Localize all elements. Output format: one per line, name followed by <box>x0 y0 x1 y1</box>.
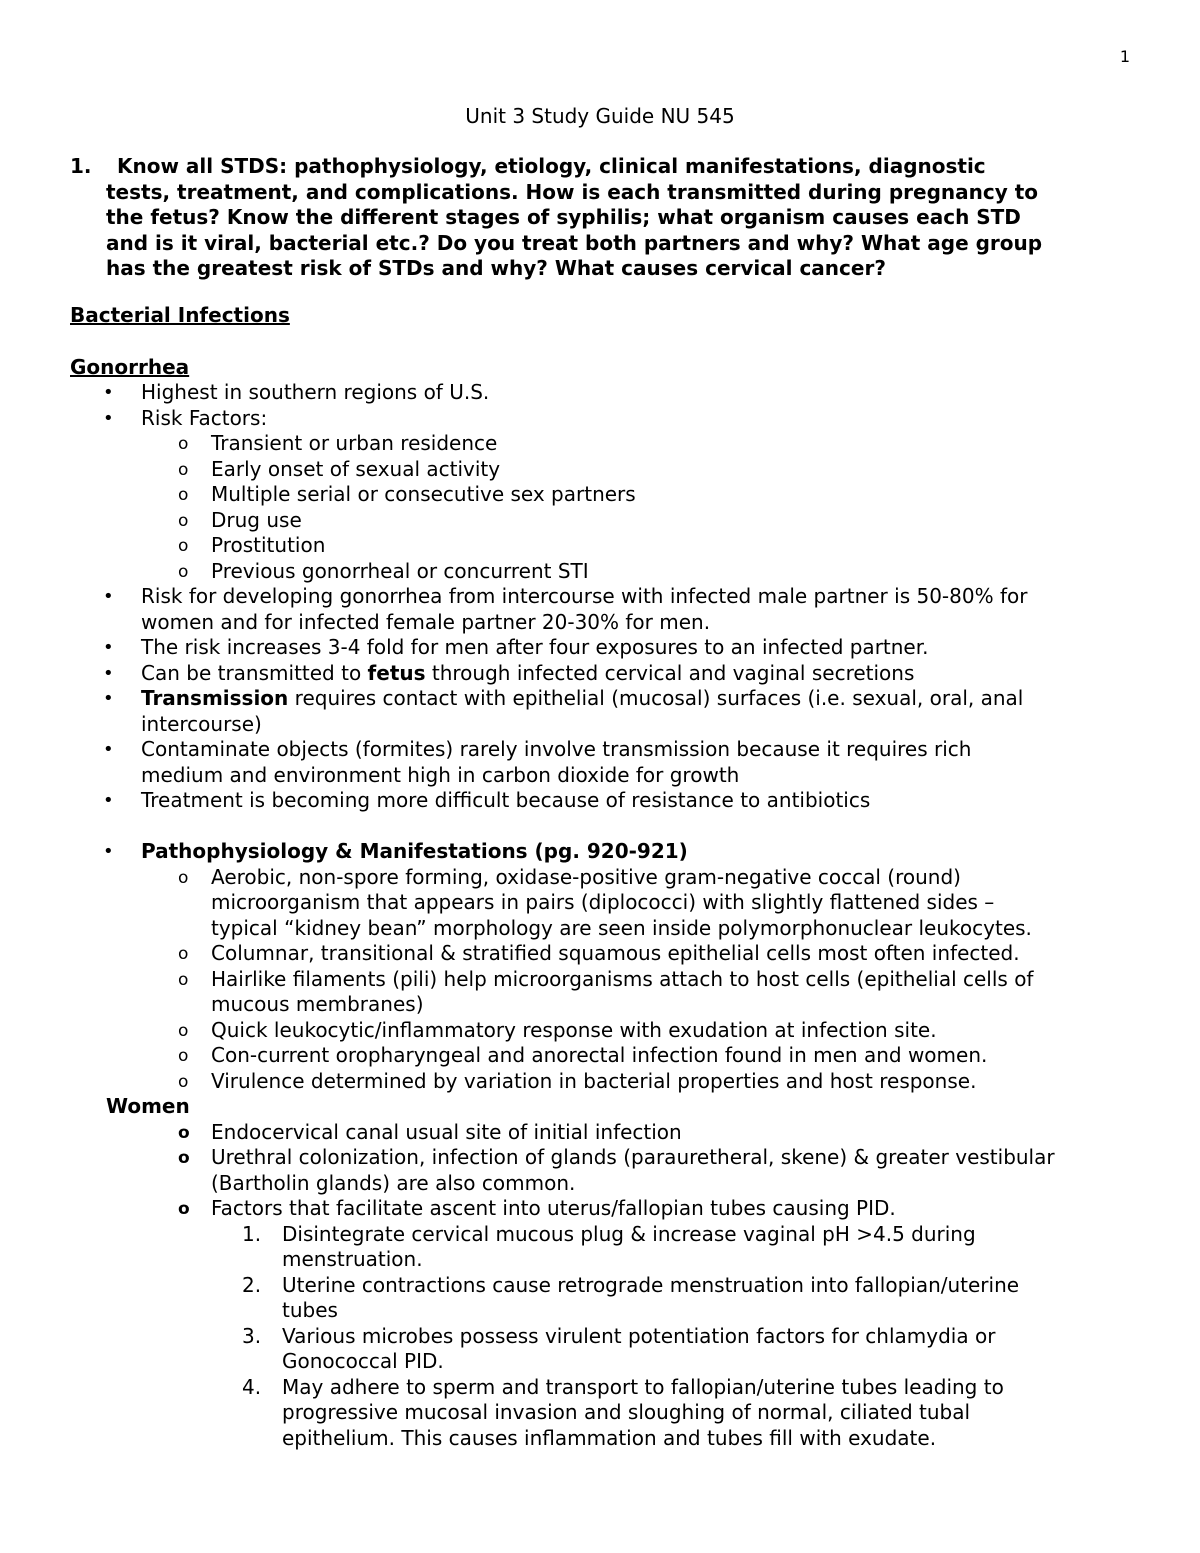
patho-item: o Aerobic, non-spore forming, oxidase-positive gram-negative coccal (round) microorganism that appears in pairs (diplococci) with slightly flattened sides – typical “kidney bean” morphology are seen inside polymorphonuclear leukocytes. <box>178 864 1032 940</box>
bullet-icon: • <box>103 407 114 429</box>
circle-bullet-icon: o <box>178 867 189 888</box>
circle-bullet-icon: o <box>178 1020 189 1041</box>
numbered-factor: 3. Various microbes possess virulent potentiation factors for chlamydia or Gonococcal PID. <box>242 1323 996 1373</box>
patho-item: o Quick leukocytic/inflammatory response with exudation at infection site. <box>70 1018 1130 1044</box>
question-text <box>106 154 1130 282</box>
bullet-icon: • <box>103 382 114 403</box>
bullet-icon: • <box>103 688 114 709</box>
list-item: • Risk Factors: <box>103 405 268 430</box>
document-title: Unit 3 Study Guide NU 545 <box>465 104 735 128</box>
circle-bullet-icon: o <box>178 944 189 964</box>
bullet-icon: • <box>103 739 114 760</box>
circle-bullet-icon: o <box>178 510 189 531</box>
patho-item: o Columnar, transitional & stratified squamous epithelial cells most often infected. <box>70 941 1130 967</box>
circle-bullet-icon: o <box>178 561 189 582</box>
list-item: • Treatment is becoming more difficult because of resistance to antibiotics <box>103 788 871 812</box>
question-line: has the greatest risk of STDs and why? What causes cervical cancer? <box>106 256 886 280</box>
section-heading-bacterial-infections: Bacterial Infections <box>70 303 290 327</box>
list-item: • Can be transmitted to fetus through infected cervical and vaginal secretions <box>103 660 915 685</box>
question-line: Know all STDS: pathophysiology, etiology, clinical manifestations, diagnostic <box>117 154 986 178</box>
circle-bullet-icon: o <box>178 1148 190 1168</box>
list-item: • The risk increases 3-4 fold for men after four exposures to an infected partner. <box>103 635 929 659</box>
risk-factor-item: o Early onset of sexual activity <box>70 457 1130 483</box>
women-item: o Factors that facilitate ascent into uterus/fallopian tubes causing PID. <box>70 1196 1130 1222</box>
patho-item: o Hairlike filaments (pili) help microorganisms attach to host cells (epithelial cells of mucous membranes) <box>178 966 1034 1016</box>
risk-factor-item: o Previous gonorrheal or concurrent STI <box>70 559 1130 585</box>
circle-bullet-icon: o <box>178 1199 190 1219</box>
list-item: • Transmission requires contact with epithelial (mucosal) surfaces (i.e. sexual, oral, anal intercourse) <box>103 686 1024 736</box>
question-line: the fetus? Know the different stages of syphilis; what organism causes each STD <box>106 205 1021 229</box>
women-heading: Women <box>106 1094 190 1118</box>
circle-bullet-icon: o <box>178 969 189 990</box>
circle-bullet-icon: o <box>178 459 189 480</box>
bullet-icon: • <box>103 637 114 658</box>
circle-bullet-icon: o <box>178 536 189 556</box>
numbered-factor: 1. Disintegrate cervical mucous plug & increase vaginal pH >4.5 during menstruation. <box>242 1221 976 1271</box>
women-item: o Urethral colonization, infection of glands (parauretheral, skene) & greater vestibular (Bartholin glands) are also common. <box>178 1145 1055 1195</box>
gonorrhea-list <box>70 380 1130 1451</box>
bullet-icon: • <box>103 841 114 862</box>
risk-factor-item: o Prostitution <box>70 533 1130 559</box>
numbered-factor: 2. Uterine contractions cause retrograde menstruation into fallopian/uterine tubes <box>242 1272 1020 1322</box>
circle-bullet-icon: o <box>178 1122 190 1143</box>
patho-item: o Con-current oropharyngeal and anorectal infection found in men and women. <box>70 1043 1130 1069</box>
pathophysiology-heading: Pathophysiology & Manifestations (pg. 920-921) <box>141 839 688 863</box>
women-item: o Endocervical canal usual site of initial infection <box>70 1120 1130 1146</box>
list-item: • Risk for developing gonorrhea from intercourse with infected male partner is 50-80% for women and for infected female partner 20-30% for men. <box>103 584 1028 634</box>
circle-bullet-icon: o <box>178 485 189 505</box>
risk-factor-item: o Drug use <box>70 508 1130 534</box>
question-line: tests, treatment, and complications. How is each transmitted during pregnancy to <box>106 179 1039 204</box>
question-line: and is it viral, bacterial etc.? Do you treat both partners and why? What age group <box>106 230 1043 255</box>
study-question <box>70 154 1130 282</box>
list-item: • Highest in southern regions of U.S. <box>103 380 490 404</box>
risk-factor-item: o Transient or urban residence <box>70 431 1130 457</box>
bullet-icon: • <box>103 586 114 607</box>
question-number: 1. <box>70 154 92 178</box>
page-number: 1 <box>1119 47 1130 66</box>
bullet-icon: • <box>103 662 114 684</box>
numbered-factor: 4. May adhere to sperm and transport to fallopian/uterine tubes leading to progressive mucosal invasion and sloughing of normal, ciliated tubal epithelium. This causes inflammation and tubes fill with exudate. <box>242 1374 1004 1450</box>
heading-gonorrhea: Gonorrhea <box>70 355 190 379</box>
bullet-icon: • <box>103 790 114 811</box>
list-item: • Contaminate objects (formites) rarely involve transmission because it requires rich medium and environment high in carbon dioxide for growth <box>103 737 972 787</box>
patho-item: o Virulence determined by variation in bacterial properties and host response. <box>70 1069 1130 1095</box>
risk-factor-item: o Multiple serial or consecutive sex partners <box>70 482 1130 508</box>
circle-bullet-icon: o <box>178 1071 189 1092</box>
list-item <box>70 839 1130 865</box>
blank-line <box>70 814 1130 840</box>
circle-bullet-icon: o <box>178 434 189 454</box>
circle-bullet-icon: o <box>178 1046 189 1066</box>
